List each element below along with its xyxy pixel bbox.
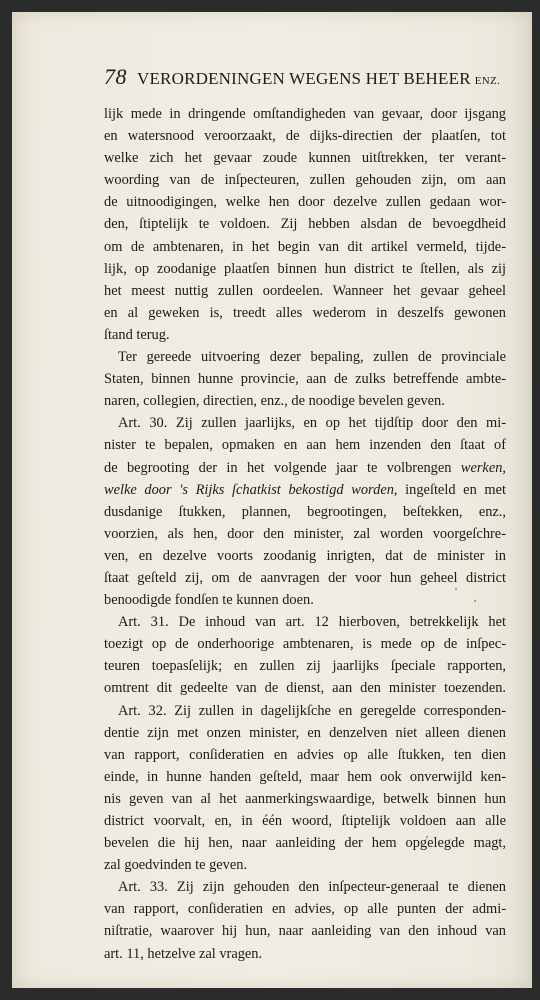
page-number: 78	[104, 64, 127, 89]
text-line: voorzien, als hen, door den minister, zal worden voorgeſchre-	[104, 525, 506, 542]
paragraph-end-line: art. 11, hetzelve zal vragen.	[104, 945, 263, 962]
body-text	[104, 103, 506, 965]
text-line: einde, in hunne handen geſteld, maar hem ook onverwijld ken-	[104, 768, 506, 785]
text-line-with-italic	[104, 457, 506, 479]
text-line: ſtaat geſteld zij, om de aanvragen der voor hun geheel district	[104, 569, 506, 586]
text-line: toezigt op de onderhoorige ambtenaren, is mede op de inſpec-	[104, 636, 506, 653]
text-line: en al geweken is, treedt alles wederom in deszelfs gewonen	[104, 304, 506, 321]
text-line: district voorvalt, en, in één woord, ſtiptelijk voldoen aan alle	[104, 813, 506, 829]
text-line: welke zich het gevaar zoude kunnen uitſtrekken, ter verant-	[104, 150, 506, 167]
text-line: van rapport, conſideratien en advies op alle ſtukken, ten dien	[104, 746, 506, 763]
running-head	[104, 64, 516, 94]
text-line: Staten, binnen hunne provincie, aan de zulks betreffende ambte-	[104, 371, 506, 388]
article-31-start: Art. 31. De inhoud van art. 12 hierboven, betrekkelijk het	[118, 614, 506, 631]
text-line: bevelen die hij hen, naar aanleiding der hem opgelegde magt,	[104, 835, 506, 852]
italic-fragment: werken,	[460, 459, 506, 476]
article-33-start: Art. 33. Zij zijn gehouden den inſpecteur-generaal te dienen	[118, 879, 506, 896]
text-line: dentie zijn met onzen minister, en denzelven niet alleen dienen	[104, 724, 506, 741]
paragraph-start-line: Ter gereede uitvoering dezer bepaling, zullen de provinciale	[118, 349, 506, 366]
paragraph-end-line: zal goedvinden te geven.	[104, 857, 248, 874]
text-line: lijk mede in dringende omſtandigheden van gevaar, door ijsgang	[104, 106, 506, 122]
running-head-abbrev: ENZ.	[474, 75, 501, 87]
italic-fragment: welke door 's Rijks ſchatkist bekostigd worden	[104, 481, 394, 498]
paragraph-end-line: ſtand terug.	[104, 326, 170, 343]
article-30-start: Art. 30. Zij zullen jaarlijks, en op het tijdſtip door den mi-	[118, 415, 506, 432]
text-fragment: , ingeſteld en met	[393, 481, 506, 498]
text-line: nis geven van al het aanmerkingswaardige, betwelk binnen hun	[104, 790, 506, 807]
text-line: om de ambtenaren, in het begin van dit artikel vermeld, tijde-	[104, 238, 506, 255]
text-fragment: de begrooting der in het volgende jaar te volbrengen	[104, 459, 452, 476]
text-line: den, ſtiptelijk te voldoen. Zij hebben alsdan de bevoegdheid	[104, 216, 506, 233]
text-line: lijk, op zoodanige plaatſen binnen hun district te ſtellen, als zij	[104, 260, 506, 277]
text-line: niſtratie, waarover hij hun, naar aanleiding van den inhoud van	[104, 923, 506, 940]
text-line: ven, en dezelve voorts zoodanig inrigten, dat de minister in	[104, 547, 506, 564]
text-line: en watersnood veroorzaakt, de dijks-directien der plaatſen, tot	[104, 128, 506, 145]
text-line: teuren toepasſelijk; en zullen zij jaarlijks ſpeciale rapporten,	[104, 658, 506, 675]
text-line: woording van de inſpecteuren, zullen gehouden zijn, om aan	[104, 172, 506, 189]
text-line: nister te bepalen, opmaken en aan hem inzenden den ſtaat of	[104, 437, 506, 454]
text-line: van rapport, conſideratien en advies, op alle punten der admi-	[104, 901, 506, 918]
paragraph-end-line: naren, collegien, directien, enz., de noodige bevelen geven.	[104, 393, 445, 410]
paragraph-end-line: benoodigde fondſen te kunnen doen.	[104, 592, 314, 609]
text-line: de uitnoodigingen, welke hen door dezelve zullen gedaan wor-	[104, 194, 506, 211]
article-32-start: Art. 32. Zij zullen in dagelijkſche en geregelde corresponden-	[118, 702, 506, 719]
paragraph-end-line: omtrent dit gedeelte van de dienst, aan den minister toezenden.	[104, 680, 506, 697]
running-head-title: VERORDENINGEN WEGENS HET BEHEER	[137, 69, 471, 88]
text-line: het meest nuttig zullen oordeelen. Wanneer het gevaar geheel	[104, 282, 506, 299]
text-line: dusdanige ſtukken, plannen, begrootingen, beſtekken, enz.,	[104, 503, 506, 520]
text-line-with-italic	[104, 479, 506, 501]
